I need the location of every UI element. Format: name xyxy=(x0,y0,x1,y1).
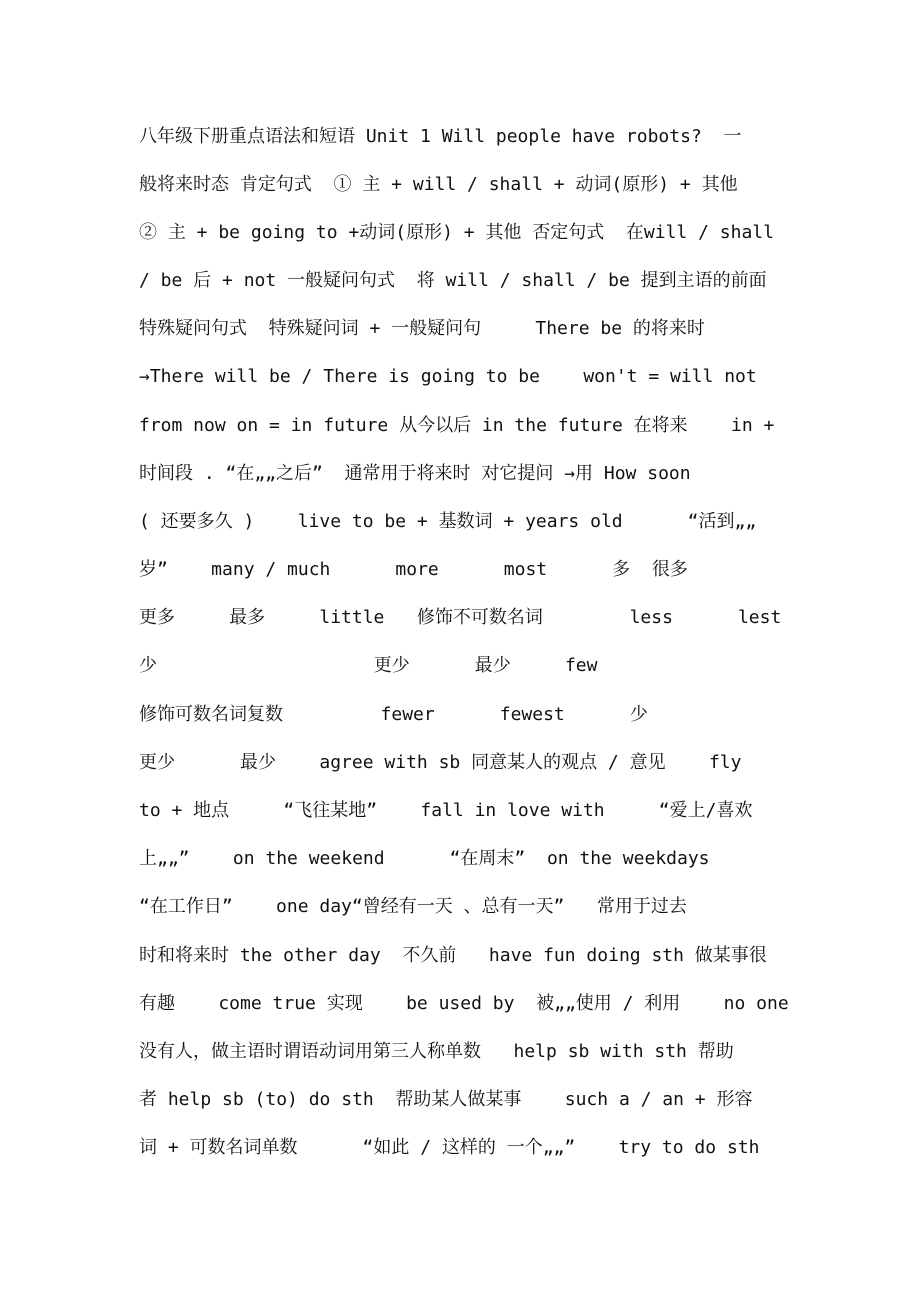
text-line: 上„„” on the weekend “在周末” on the weekdays xyxy=(139,848,710,869)
text-line: →There will be / There is going to be won't = will not xyxy=(139,366,757,387)
text-line: 特殊疑问句式 特殊疑问词 + 一般疑问句 There be 的将来时 xyxy=(139,318,705,339)
text-line: 时间段 . “在„„之后” 通常用于将来时 对它提问 →用 How soon xyxy=(139,463,691,484)
text-line: 更少 最少 agree with sb 同意某人的观点 / 意见 fly xyxy=(139,752,742,773)
text-line: to + 地点 “飞往某地” fall in love with “爱上/喜欢 xyxy=(139,800,753,821)
text-line: / be 后 + not 一般疑问句式 将 will / shall / be 提到主语的前面 xyxy=(139,270,767,291)
text-line: 般将来时态 肯定句式 ① 主 + will / shall + 动词(原形) + 其他 xyxy=(139,174,738,195)
text-line: “在工作日” one day“曾经有一天 、总有一天” 常用于过去 xyxy=(139,896,687,917)
text-line: 岁” many / much more most 多 很多 xyxy=(139,559,688,580)
text-line: 少 更少 最少 few xyxy=(139,655,598,676)
text-line: 有趣 come true 实现 be used by 被„„使用 / 利用 no one xyxy=(139,993,789,1014)
text-line: 八年级下册重点语法和短语 Unit 1 Will people have robots? 一 xyxy=(139,126,742,147)
text-line: 词 + 可数名词单数 “如此 / 这样的 一个„„” try to do sth xyxy=(139,1137,760,1158)
text-line: 修饰可数名词复数 fewer fewest 少 xyxy=(139,704,648,725)
text-line: from now on = in future 从今以后 in the future 在将来 in + xyxy=(139,415,775,436)
text-line: 者 help sb (to) do sth 帮助某人做某事 such a / an + 形容 xyxy=(139,1089,753,1110)
text-line: 没有人，做主语时谓语动词用第三人称单数 help sb with sth 帮助 xyxy=(139,1041,734,1062)
text-line: ② 主 + be going to +动词(原形) + 其他 否定句式 在will / shall xyxy=(139,222,774,243)
text-line: 时和将来时 the other day 不久前 have fun doing sth 做某事很 xyxy=(139,945,767,966)
text-line: ( 还要多久 ) live to be + 基数词 + years old “活到„„ xyxy=(139,511,757,532)
text-line: 更多 最多 little 修饰不可数名词 less lest xyxy=(139,607,782,628)
